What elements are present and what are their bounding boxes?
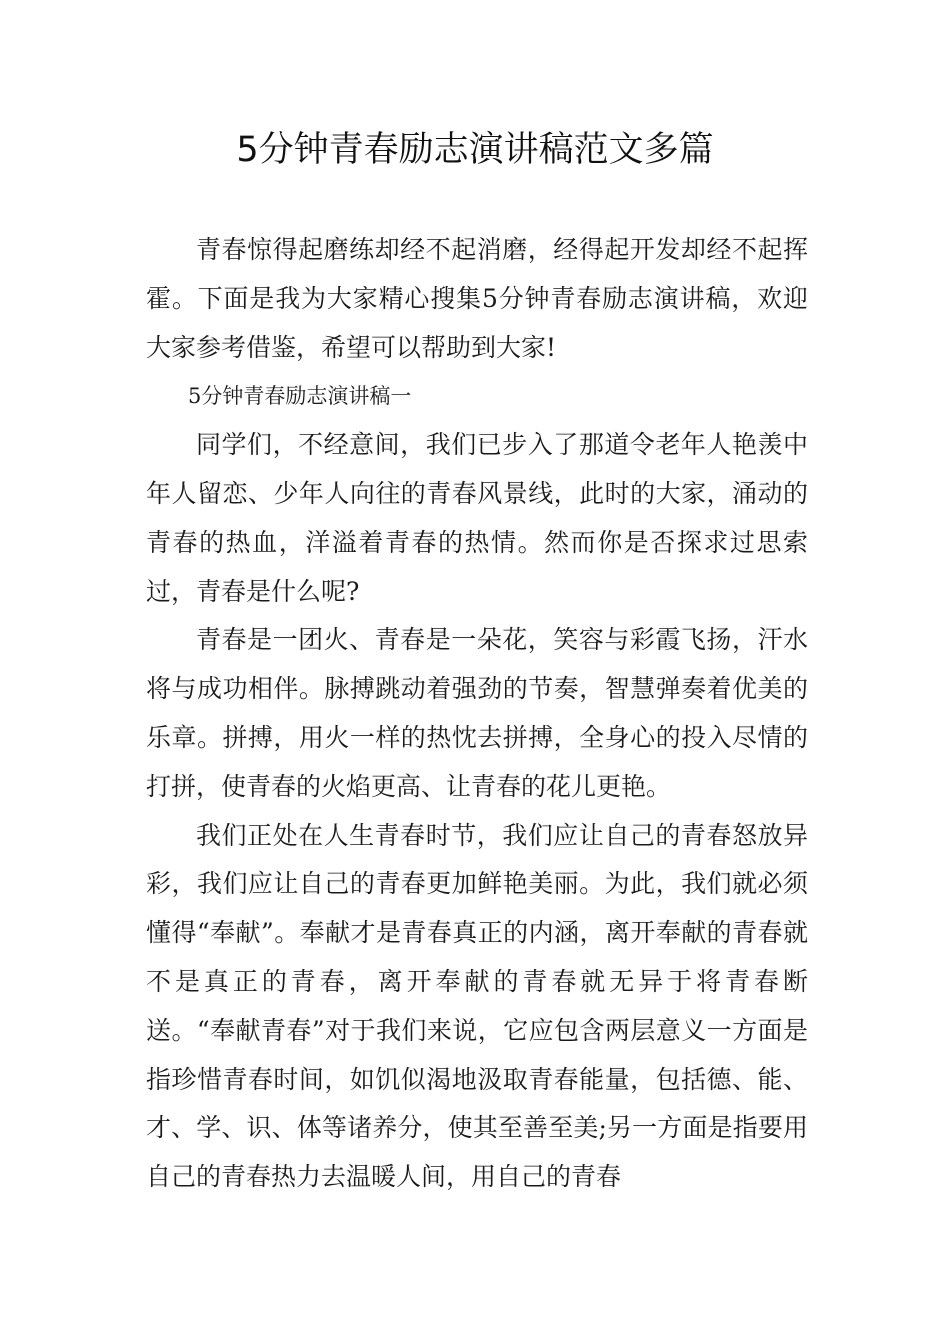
body-paragraph: 青春是一团火、青春是一朵花，笑容与彩霞飞扬，汗水将与成功相伴。脉搏跳动着强劲的节奏，智慧弹奏着优美的乐章。拼搏，用火一样的热忱去拼搏，全身心的投入尽情的打拼，使青春的火焰更高、让青春的花儿更艳。 (146, 625, 808, 801)
body-paragraph: 我们正处在人生青春时节，我们应让自己的青春怒放异彩，我们应让自己的青春更加鲜艳美丽。为此，我们就必须懂得“奉献”。奉献才是青春真正的内涵，离开奉献的青春就不是真正的青春，离开奉献的青春就无异于将青春断送。“奉献青春”对于我们来说，它应包含两层意义一方面是指珍惜青春时间，如饥似渴地汲取青春能量，包括德、能、才、学、识、体等诸养分，使其至善至美;另一方面是指要用自己的青春热力去温暖人间，用自己的青春 (146, 820, 808, 1192)
document-title: 5分钟青春励志演讲稿范文多篇 (236, 130, 714, 170)
intro-paragraph: 青春惊得起磨练却经不起消磨，经得起开发却经不起挥霍。下面是我为大家精心搜集5分钟青春励志演讲稿，欢迎大家参考借鉴，希望可以帮助到大家! (146, 235, 808, 362)
body-paragraph: 同学们，不经意间，我们已步入了那道令老年人艳羡中年人留恋、少年人向往的青春风景线，此时的大家，涌动的青春的热血，洋溢着青春的热情。然而你是否探求过思索过，青春是什么呢? (146, 430, 808, 606)
section-heading: 5分钟青春励志演讲稿一 (188, 384, 412, 409)
document-body (146, 226, 808, 1202)
